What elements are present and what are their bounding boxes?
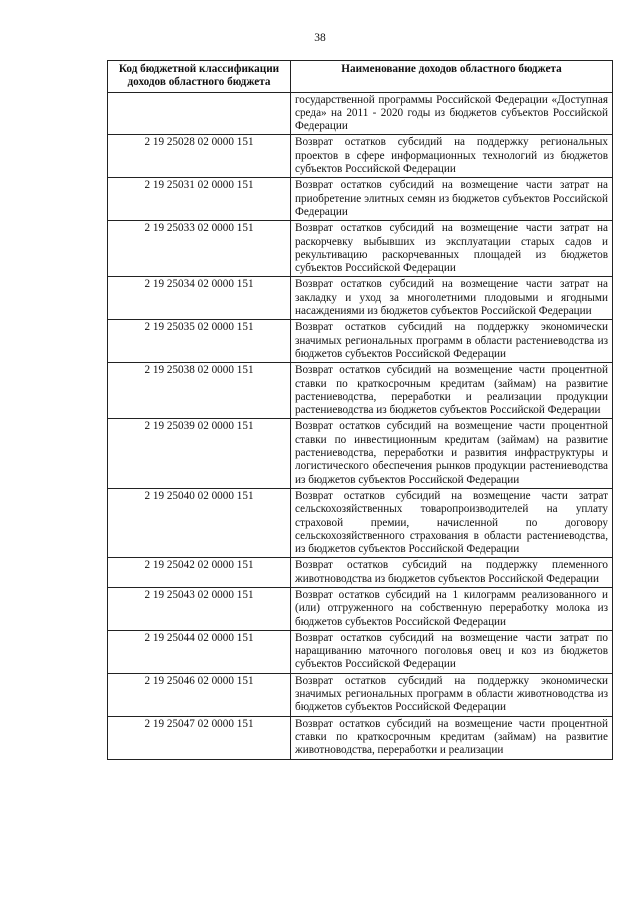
revenue-name-cell: Возврат остатков субсидий на возмещение части процентной ставки по краткосрочным кредитам (займам) на развитие растениеводства, переработки и реализации продукции растениеводства из бюджетов субъектов Российской Федерации <box>291 363 613 419</box>
revenue-name-cell: Возврат остатков субсидий на возмещение части затрат на раскорчевку выбывших из эксплуатации старых садов и рекультивацию раскорчеванных площадей из бюджетов субъектов Российской Федерации <box>291 221 613 277</box>
table-row <box>108 363 613 419</box>
page-number: 38 <box>314 32 326 44</box>
budget-code-cell: 2 19 25040 02 0000 151 <box>108 488 291 557</box>
table-row <box>108 558 613 588</box>
table-row <box>108 673 613 716</box>
budget-code-cell: 2 19 25035 02 0000 151 <box>108 320 291 363</box>
budget-code-cell: 2 19 25039 02 0000 151 <box>108 419 291 488</box>
revenue-name-cell: Возврат остатков субсидий на возмещение части затрат на приобретение элитных семян из бюджетов субъектов Российской Федерации <box>291 178 613 221</box>
budget-code-cell: 2 19 25034 02 0000 151 <box>108 277 291 320</box>
table-row <box>108 716 613 759</box>
budget-code-cell: 2 19 25031 02 0000 151 <box>108 178 291 221</box>
table-row <box>108 221 613 277</box>
table-row <box>108 178 613 221</box>
revenue-name-cell: Возврат остатков субсидий на поддержку региональных проектов в сфере информационных технологий из бюджетов субъектов Российской Федерации <box>291 135 613 178</box>
budget-code-cell <box>108 92 291 135</box>
budget-classification-table <box>107 60 613 760</box>
table-body <box>108 92 613 759</box>
revenue-name-cell: государственной программы Российской Федерации «Доступная среда» на 2011 - 2020 годы из бюджетов субъектов Российской Федерации <box>291 92 613 135</box>
table-row <box>108 488 613 557</box>
table-row <box>108 419 613 488</box>
budget-code-cell: 2 19 25047 02 0000 151 <box>108 716 291 759</box>
table-row <box>108 320 613 363</box>
revenue-name-cell: Возврат остатков субсидий на 1 килограмм реализованного и (или) отгруженного на собственную переработку молока из бюджетов субъектов Российской Федерации <box>291 587 613 630</box>
table-row <box>108 135 613 178</box>
code-column-header: Код бюджетной классификации доходов областного бюджета <box>108 61 291 93</box>
name-column-header: Наименование доходов областного бюджета <box>291 61 613 93</box>
budget-code-cell: 2 19 25028 02 0000 151 <box>108 135 291 178</box>
table-row <box>108 92 613 135</box>
table-row <box>108 277 613 320</box>
revenue-name-cell: Возврат остатков субсидий на возмещение части затрат на закладку и уход за многолетними плодовыми и ягодными насаждениями из бюджетов субъектов Российской Федерации <box>291 277 613 320</box>
revenue-name-cell: Возврат остатков субсидий на поддержку экономически значимых региональных программ в области растениеводства из бюджетов субъектов Российской Федерации <box>291 320 613 363</box>
budget-code-cell: 2 19 25044 02 0000 151 <box>108 630 291 673</box>
budget-code-cell: 2 19 25042 02 0000 151 <box>108 558 291 588</box>
revenue-name-cell: Возврат остатков субсидий на возмещение части затрат сельскохозяйственных товаропроизводителей на уплату страховой премии, начисленной по договору сельскохозяйственного страхования в области растениеводства, из бюджетов субъектов Российской Федерации <box>291 488 613 557</box>
revenue-name-cell: Возврат остатков субсидий на возмещение части процентной ставки по инвестиционным кредитам (займам) на развитие растениеводства, переработки и развития инфраструктуры и логистического обеспечения рынков продукции растениеводства из бюджетов субъектов Российской Федерации <box>291 419 613 488</box>
revenue-name-cell: Возврат остатков субсидий на возмещение части процентной ставки по краткосрочным кредитам (займам) на развитие животноводства, переработки и реализации <box>291 716 613 759</box>
budget-code-cell: 2 19 25043 02 0000 151 <box>108 587 291 630</box>
table-header-row <box>108 61 613 93</box>
revenue-name-cell: Возврат остатков субсидий на поддержку экономически значимых региональных программ в области животноводства из бюджетов субъектов Российской Федерации <box>291 673 613 716</box>
budget-code-cell: 2 19 25038 02 0000 151 <box>108 363 291 419</box>
revenue-name-cell: Возврат остатков субсидий на поддержку племенного животноводства из бюджетов субъектов Российской Федерации <box>291 558 613 588</box>
table-row <box>108 587 613 630</box>
budget-code-cell: 2 19 25046 02 0000 151 <box>108 673 291 716</box>
budget-code-cell: 2 19 25033 02 0000 151 <box>108 221 291 277</box>
table-row <box>108 630 613 673</box>
revenue-name-cell: Возврат остатков субсидий на возмещение части затрат по наращиванию маточного поголовья овец и коз из бюджетов субъектов Российской Федерации <box>291 630 613 673</box>
